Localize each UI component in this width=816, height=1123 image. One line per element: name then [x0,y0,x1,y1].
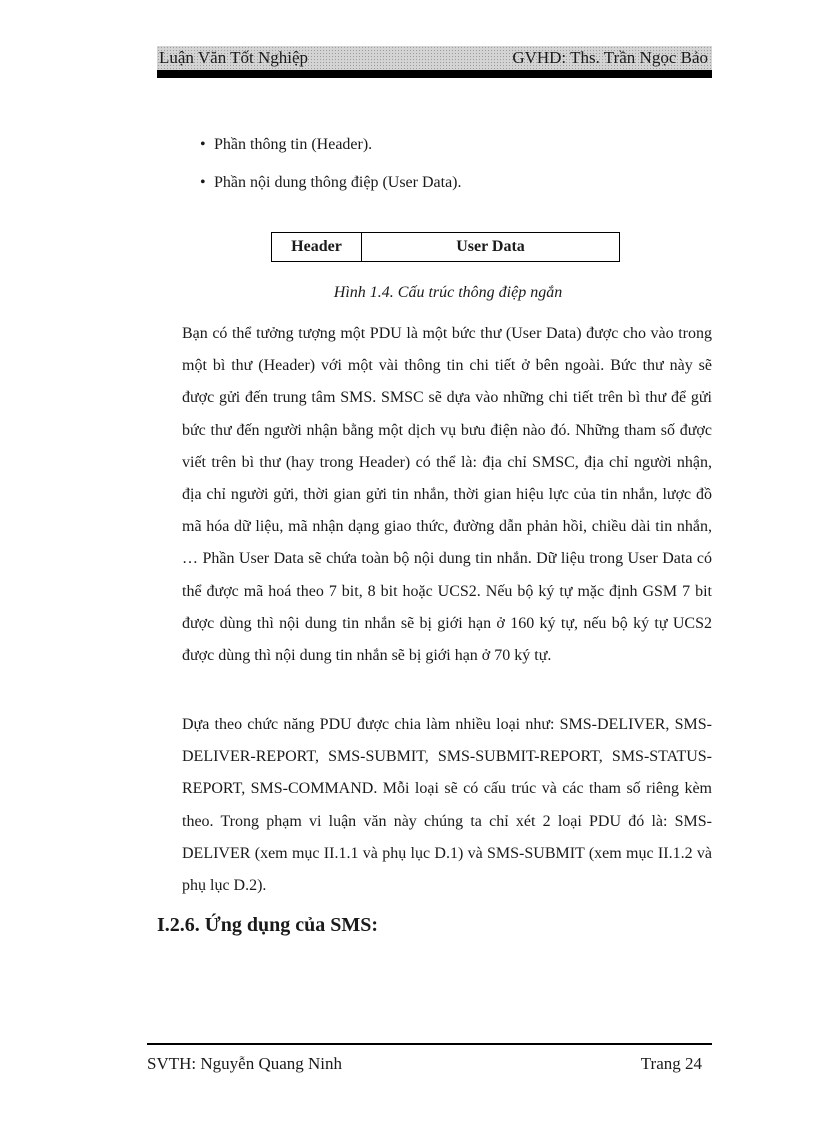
pdu-structure-table [271,232,620,262]
page-number: Trang 24 [640,1054,702,1073]
section-heading: I.2.6. Ứng dụng của SMS: [157,914,378,936]
paragraph-pdu-types: Dựa theo chức năng PDU được chia làm nhiều loại như: SMS-DELIVER, SMS-DELIVER-REPORT, SMS-SUBMIT, SMS-SUBMIT-REPORT, SMS-STATUS-REPORT, SMS-COMMAND. Mỗi loại sẽ có cấu trúc và các tham số riêng kèm theo. Trong phạm vi luận văn này chúng ta chỉ xét 2 loại PDU đó là: SMS-DELIVER (xem mục II.1.1 và phụ lục D.1) và SMS-SUBMIT (xem mục II.1.2 và phụ lục D.2). [182,716,712,895]
bullet-text: Phần thông tin (Header). [214,136,373,153]
bullet-text: Phần nội dung thông điệp (User Data). [214,174,462,191]
bullet-icon: • [200,174,206,191]
bullet-icon: • [200,136,206,153]
header-thesis-title: Luận Văn Tốt Nghiệp [159,48,309,67]
list-item [200,173,462,211]
header-advisor: GVHD: Ths. Trần Ngọc Bảo [512,48,708,67]
footer-rule [147,1043,712,1045]
page-header [157,46,712,70]
list-item [200,135,462,173]
pdu-header-cell: Header [272,233,362,261]
header-rule [157,70,712,78]
figure-caption: Hình 1.4. Cấu trúc thông điệp ngắn [333,284,563,301]
pdu-user-data-cell: User Data [456,238,525,255]
paragraph-pdu-description: Bạn có thể tưởng tượng một PDU là một bức thư (User Data) được cho vào trong một bì thư (Header) với một vài thông tin chi tiết ở bên ngoài. Bức thư này sẽ được gửi đến trung tâm SMS. SMSC sẽ dựa vào những chi tiết trên bì thư để gửi bức thư đến người nhận bằng một dịch vụ bưu điện nào đó. Những tham số được viết trên bì thư (hay trong Header) có thể là: địa chỉ SMSC, địa chỉ người nhận, địa chỉ người gửi, thời gian gửi tin nhắn, thời gian hiệu lực của tin nhắn, lược đồ mã hóa dữ liệu, mã nhận dạng giao thức, đường dẫn phản hồi, chiều dài tin nhắn, … Phần User Data sẽ chứa toàn bộ nội dung tin nhắn. Dữ liệu trong User Data có thể được mã hoá theo 7 bit, 8 bit hoặc UCS2. Nếu bộ ký tự mặc định GSM 7 bit được dùng thì nội dung tin nhắn sẽ bị giới hạn ở 160 ký tự, nếu bộ ký tự UCS2 được dùng thì nội dung tin nhắn sẽ bị giới hạn ở 70 ký tự. [182,325,712,665]
footer-student: SVTH: Nguyễn Quang Ninh [147,1054,343,1073]
bullet-list [200,135,462,211]
